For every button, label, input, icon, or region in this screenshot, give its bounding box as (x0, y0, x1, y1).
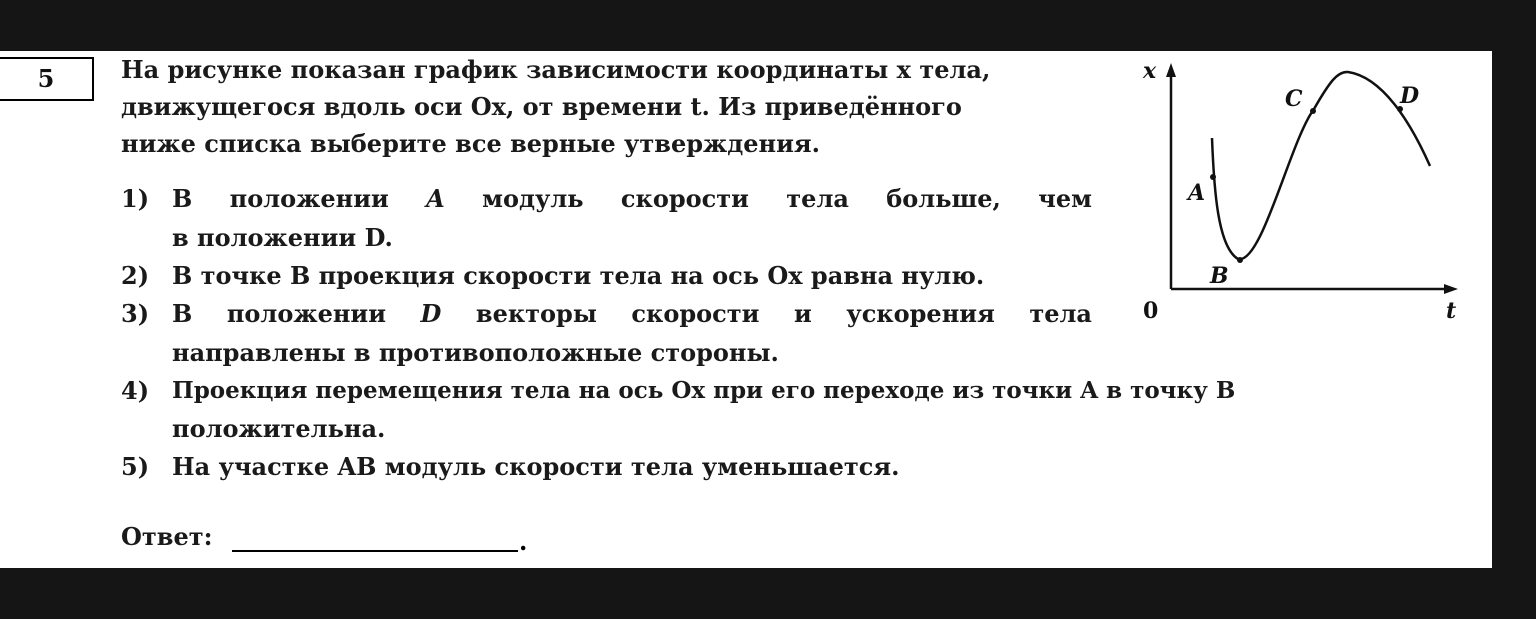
statement-3-marker: 3) (121, 299, 150, 328)
statement-3-line-2: направлены в противоположные стороны. (172, 338, 779, 367)
word: больше, (886, 184, 1001, 213)
coordinate-time-graph (0, 51, 1492, 568)
intro-line-3: ниже списка выберите все верные утверждения. (121, 129, 820, 158)
word: чем (1038, 184, 1092, 213)
word: векторы (475, 299, 597, 328)
word: тела (1029, 299, 1092, 328)
task-card (0, 51, 1492, 568)
word: В (172, 184, 193, 213)
statement-2-line-1: В точке B проекция скорости тела на ось Ox равна нулю. (172, 261, 985, 290)
statement-1-marker: 1) (121, 184, 150, 213)
statement-1-line-2: в положении D. (172, 223, 393, 252)
answer-end: . (519, 527, 528, 556)
point-c-label: C (1285, 86, 1303, 112)
intro-line-2: движущегося вдоль оси Ox, от времени t. Из приведённого (121, 92, 962, 121)
word: положении (226, 299, 387, 328)
y-axis-arrow (1166, 63, 1176, 77)
point-c-dot (1310, 108, 1316, 114)
word: D (420, 299, 442, 328)
task-number: 5 (0, 57, 94, 101)
word: скорости (620, 184, 749, 213)
word: В (172, 299, 193, 328)
point-b-dot (1237, 257, 1243, 263)
point-a-label: A (1188, 180, 1206, 206)
statement-4-line-1: Проекция перемещения тела на ось Ox при его переходе из точки A в точку B (172, 377, 1236, 404)
word: скорости (631, 299, 760, 328)
word: положении (229, 184, 389, 213)
statement-4-marker: 4) (121, 376, 150, 405)
word: модуль (482, 184, 584, 213)
intro-line-1: На рисунке показан график зависимости координаты x тела, (121, 55, 991, 84)
y-axis-label: x (1143, 58, 1157, 84)
statement-5-line-1: На участке AB модуль скорости тела уменьшается. (172, 452, 900, 481)
statement-4-line-2: положительна. (172, 414, 386, 443)
x-of-t-curve (1212, 72, 1430, 259)
x-axis-label: t (1446, 298, 1457, 324)
word: ускорения (846, 299, 995, 328)
point-b-label: B (1210, 263, 1229, 289)
point-d-label: D (1400, 83, 1420, 109)
word: и (793, 299, 812, 328)
origin-label: 0 (1143, 298, 1159, 324)
answer-label: Ответ: (121, 522, 213, 551)
point-a-dot (1210, 174, 1216, 180)
statement-5-marker: 5) (121, 452, 150, 481)
word: A (426, 184, 445, 213)
word: тела (786, 184, 849, 213)
x-axis-arrow (1444, 284, 1458, 294)
statement-2-marker: 2) (121, 261, 150, 290)
